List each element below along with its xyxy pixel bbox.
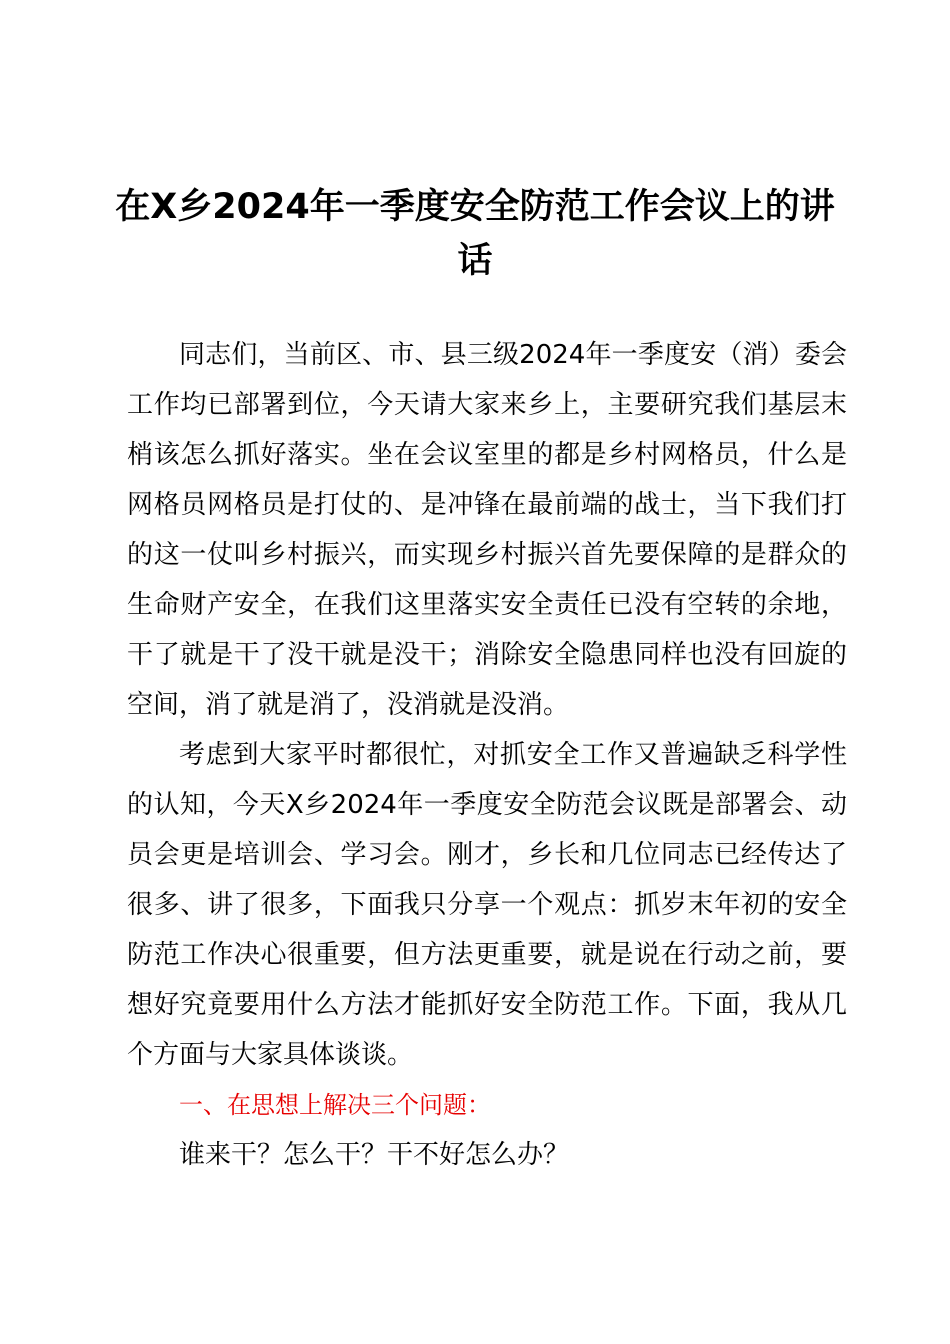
body-paragraph-1: 同志们，当前区、市、县三级2024年一季度安（消）委会工作均已部署到位，今天请大家来乡上，主要研究我们基层末梢该怎么抓好落实。坐在会议室里的都是乡村网格员，什么是网格员网格员是打仗的、是冲锋在最前端的战士，当下我们打的这一仗叫乡村振兴，而实现乡村振兴首先要保障的是群众的生命财产安全，在我们这里落实安全责任已没有空转的余地，干了就是干了没干就是没干；消除安全隐患同样也没有回旋的空间，消了就是消了，没消就是没消。 xyxy=(127,340,847,720)
body-paragraph-2: 考虑到大家平时都很忙，对抓安全工作又普遍缺乏科学性的认知，今天X乡2024年一季度安全防范会议既是部署会、动员会更是培训会、学习会。刚才，乡长和几位同志已经传达了很多、讲了很多，下面我只分享一个观点：抓岁末年初的安全防范工作决心很重要，但方法更重要，就是说在行动之前，要想好究竟要用什么方法才能抓好安全防范工作。下面，我从几个方面与大家具体谈谈。 xyxy=(127,740,847,1070)
section-heading: 一、在思想上解决三个问题： xyxy=(179,1091,491,1119)
document-body xyxy=(127,330,847,1180)
questions-line: 谁来干？怎么干？干不好怎么办？ xyxy=(179,1140,570,1170)
document-title: 在X乡2024年一季度安全防范工作会议上的讲话 xyxy=(115,187,835,281)
